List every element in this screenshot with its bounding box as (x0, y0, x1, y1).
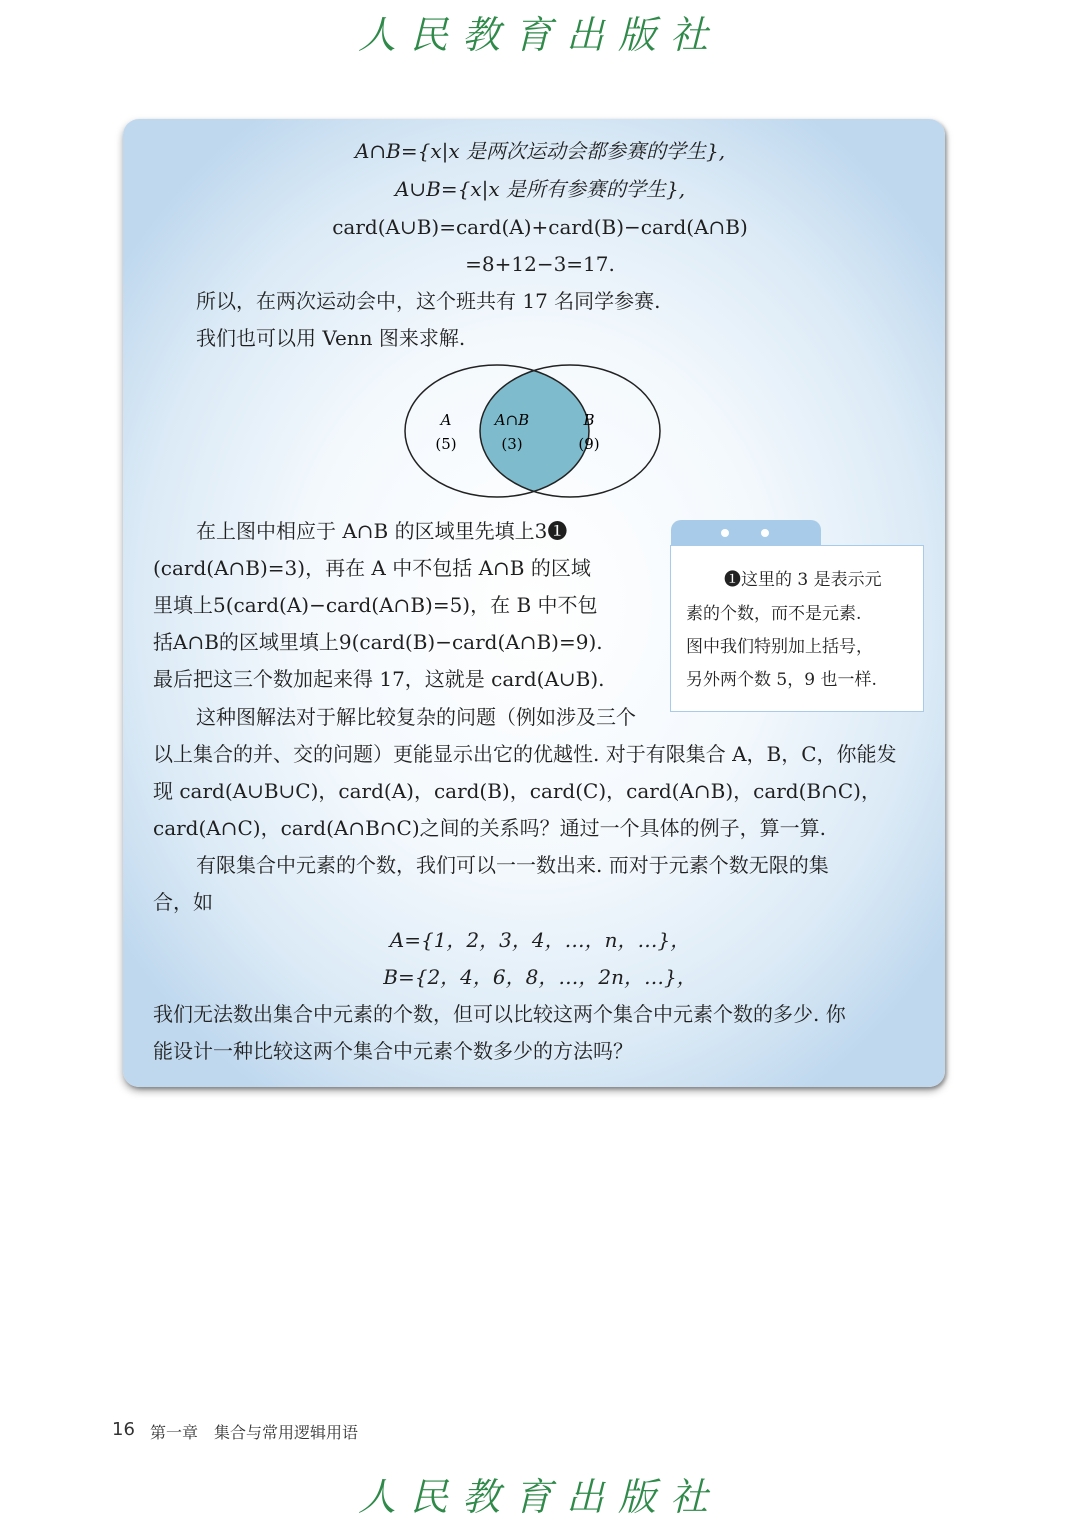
paragraph-conclusion: 所以，在两次运动会中，这个班共有 17 名同学参赛. (196, 289, 661, 313)
intersection-region (480, 365, 660, 497)
paragraph-venn-intro: 我们也可以用 Venn 图来求解. (196, 326, 466, 350)
set-b-definition: B={2，4，6，8，…，2n，…}， (383, 965, 697, 989)
equation-result: =8+12−3=17. (465, 252, 615, 276)
note-line: 另外两个数 5，9 也一样. (686, 670, 877, 690)
chapter-title: 第一章 集合与常用逻辑用语 (150, 1423, 359, 1442)
note-line: 图中我们特别加上括号， (686, 637, 873, 657)
venn-count-b: (9) (578, 435, 600, 453)
venn-label-b: B (583, 411, 595, 429)
set-a-definition: A={1，2，3，4，…，n，…}， (389, 928, 691, 952)
note-line: ❶这里的 3 是表示元 (724, 570, 882, 590)
text-line: 有限集合中元素的个数，我们可以一一数出来. 而对于元素个数无限的集 (196, 853, 829, 877)
publisher-watermark-bottom: 人民教育出版社 (357, 1475, 722, 1519)
equation-union: A∪B={x|x 是所有参赛的学生}, (394, 177, 686, 201)
venn-diagram (400, 360, 670, 505)
text-line: 现 card(A∪B∪C)，card(A)，card(B)，card(C)，card(A∩B)，card(B∩C)， (153, 779, 881, 803)
note-tab-dot (721, 529, 729, 537)
text-line: 里填上5(card(A)−card(A∩B)=5)，在 B 中不包 (153, 593, 598, 617)
page-number: 16 (112, 1419, 135, 1440)
equation-card-union: card(A∪B)=card(A)+card(B)−card(A∩B) (332, 215, 748, 239)
note-line: 素的个数，而不是元素. (686, 604, 862, 624)
text-line: card(A∩C)，card(A∩B∩C)之间的关系吗？通过一个具体的例子，算一算. (153, 816, 827, 840)
text-line: 以上集合的并、交的问题）更能显示出它的优越性. 对于有限集合 A，B，C，你能发 (153, 742, 897, 766)
closing-line: 能设计一种比较这两个集合中元素个数多少的方法吗？ (153, 1039, 633, 1063)
venn-count-a: (5) (435, 435, 457, 453)
closing-line: 我们无法数出集合中元素的个数，但可以比较这两个集合中元素个数的多少. 你 (153, 1002, 846, 1026)
text-line: (card(A∩B)=3)，再在 A 中不包括 A∩B 的区域 (153, 556, 591, 580)
venn-label-a: A (440, 411, 452, 429)
venn-label-intersection: A∩B (494, 411, 530, 429)
sidebar-note (670, 545, 924, 712)
text-line: 在上图中相应于 A∩B 的区域里先填上3❶ (196, 519, 568, 543)
note-tab (671, 520, 821, 548)
note-tab-dot (761, 529, 769, 537)
text-line: 最后把这三个数加起来得 17，这就是 card(A∪B). (153, 667, 605, 691)
text-line: 括A∩B的区域里填上9(card(B)−card(A∩B)=9). (153, 630, 603, 654)
text-line: 合，如 (153, 890, 213, 914)
equation-intersection: A∩B={x|x 是两次运动会都参赛的学生}, (354, 139, 726, 163)
text-line: 这种图解法对于解比较复杂的问题（例如涉及三个 (196, 705, 636, 729)
venn-count-intersection: (3) (501, 435, 523, 453)
publisher-watermark-top: 人民教育出版社 (357, 13, 722, 57)
